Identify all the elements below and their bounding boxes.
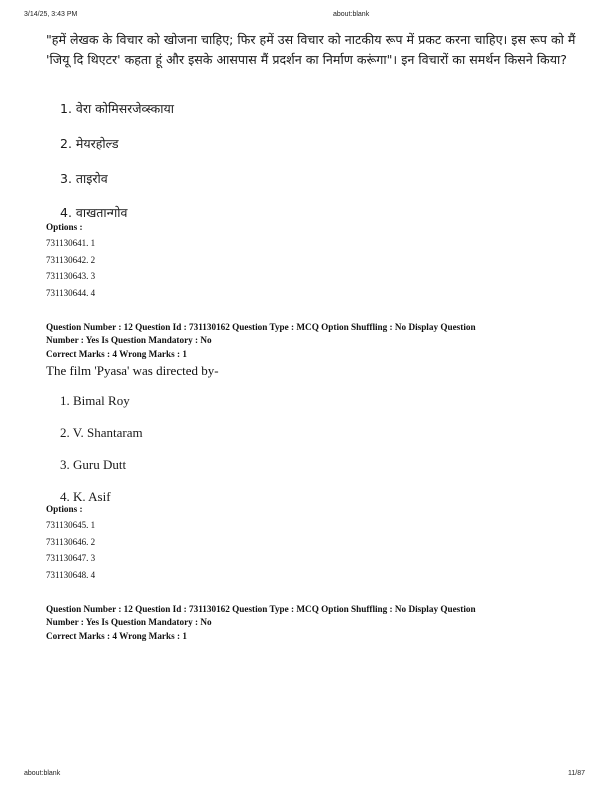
choice-4: 4. वाखतान्गोव: [60, 205, 128, 220]
choice-4: 4. K. Asif: [60, 489, 111, 504]
question-meta: Question Number : 12 Question Id : 731130162 Question Type : MCQ Option Shuffling : No Display Question: [46, 322, 476, 332]
question-text: The film 'Pyasa' was directed by-: [46, 363, 219, 378]
option-id: 731130646. 2: [46, 537, 96, 547]
options-label: Options :: [46, 222, 83, 232]
choice-1: 1. Bimal Roy: [60, 393, 130, 408]
option-id: 731130641. 1: [46, 238, 96, 248]
option-id: 731130644. 4: [46, 288, 96, 298]
question-meta-cont: Number : Yes Is Question Mandatory : No: [46, 335, 212, 345]
page-number: 11/87: [568, 770, 585, 777]
option-id: 731130645. 1: [46, 520, 96, 530]
choice-2: 2. मेयरहोल्ड: [60, 136, 119, 151]
choice-3: 3. Guru Dutt: [60, 457, 127, 472]
print-datetime: 3/14/25, 3:43 PM: [24, 11, 78, 18]
question-marks: Correct Marks : 4 Wrong Marks : 1: [46, 349, 187, 359]
choice-1: 1. वेरा कोमिसरजेव्स्काया: [60, 101, 174, 116]
option-id: 731130643. 3: [46, 271, 96, 281]
option-id: 731130648. 4: [46, 570, 96, 580]
option-id: 731130647. 3: [46, 553, 96, 563]
print-url: about:blank: [333, 11, 370, 18]
question-marks: Correct Marks : 4 Wrong Marks : 1: [46, 631, 187, 641]
question-meta-cont: Number : Yes Is Question Mandatory : No: [46, 617, 212, 627]
choice-3: 3. ताइरोव: [60, 171, 108, 186]
options-label: Options :: [46, 504, 83, 514]
footer-url: about:blank: [24, 770, 61, 777]
option-id: 731130642. 2: [46, 255, 96, 265]
question-meta: Question Number : 12 Question Id : 731130162 Question Type : MCQ Option Shuffling : No Display Question: [46, 604, 476, 614]
question-text-hindi: "हमें लेखक के विचार को खोजना चाहिए; फिर हमें उस विचार को नाटकीय रूप में प्रकट करना चाहिए। इस रूप को मैं 'जियू दि थिएटर' कहता हूं और इसके आसपास मैं प्रदर्शन का निर्माण करूंगा"। इन विचारों का समर्थन किसने किया?: [46, 32, 576, 67]
choice-2: 2. V. Shantaram: [60, 425, 143, 440]
